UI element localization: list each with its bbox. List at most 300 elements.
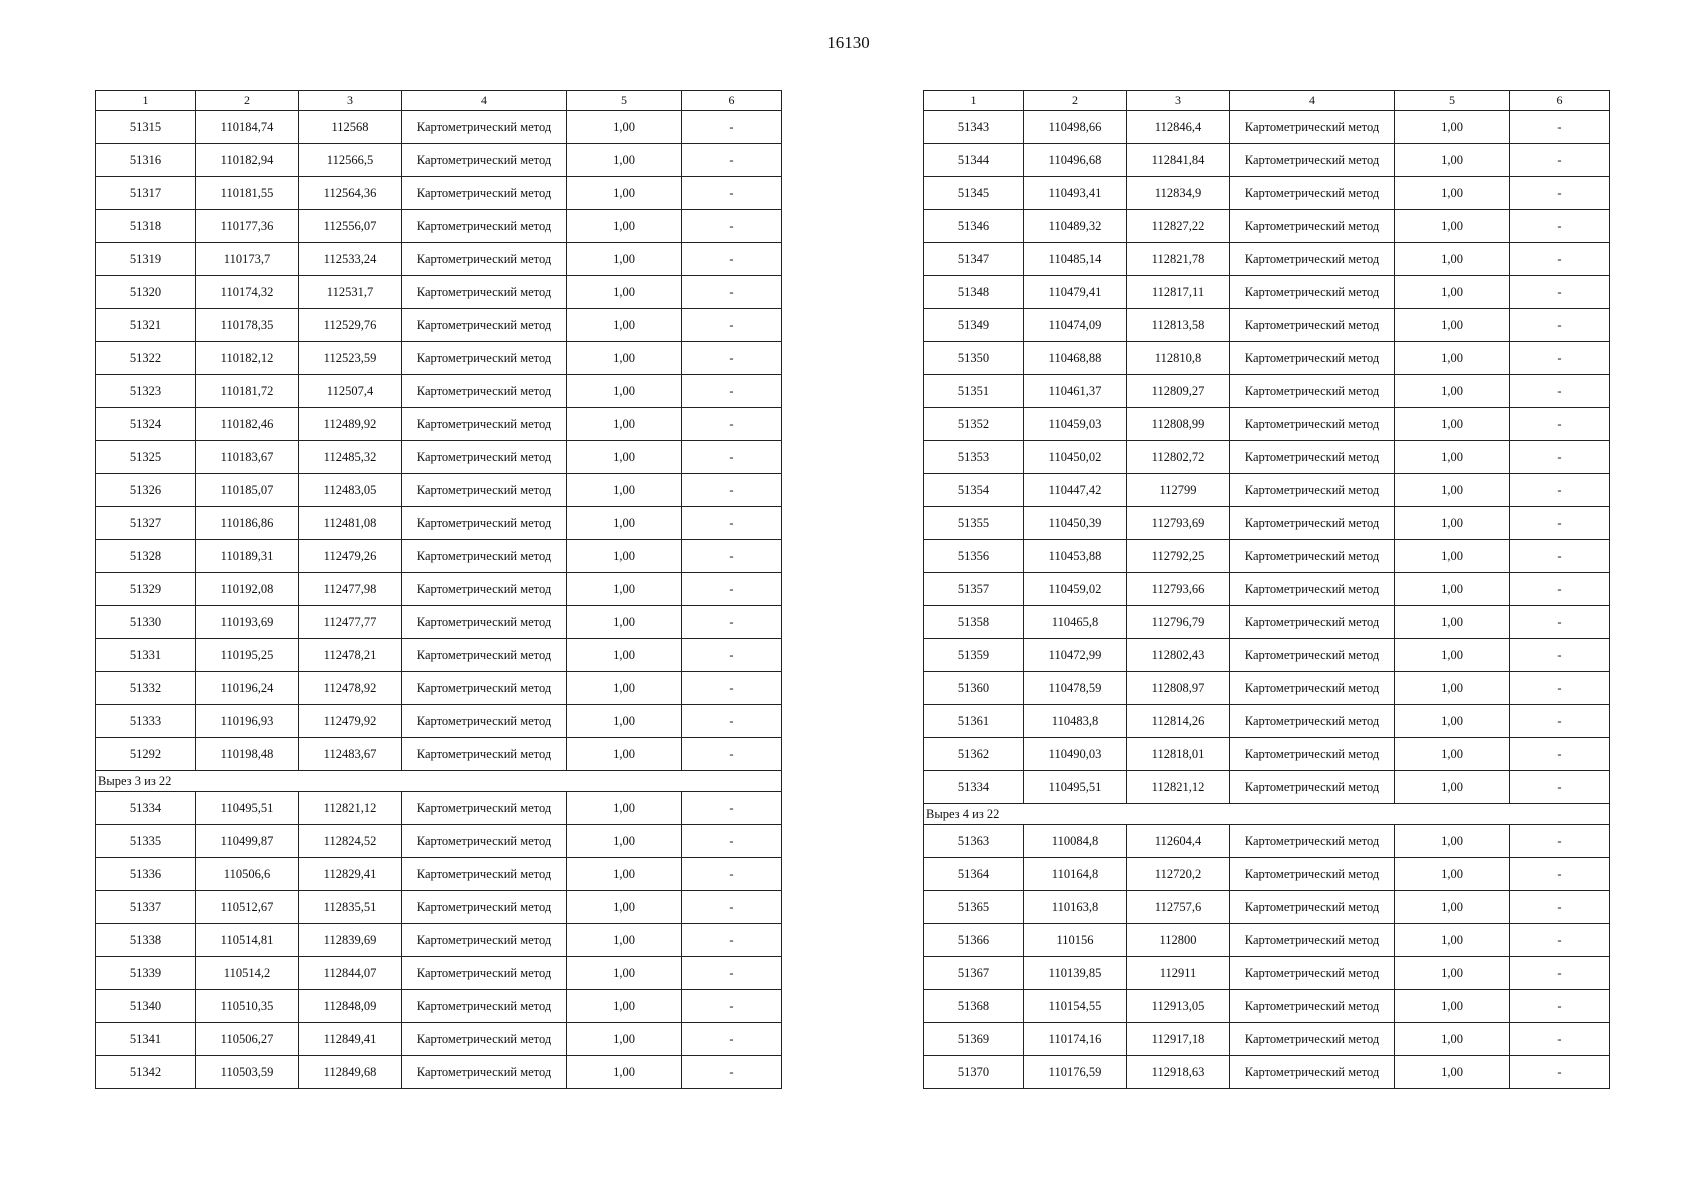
table-cell: Картометрический метод — [1230, 540, 1395, 573]
table-cell: 51317 — [96, 177, 196, 210]
table-cell: - — [682, 309, 782, 342]
table-cell: 1,00 — [1395, 858, 1510, 891]
table-cell: 51343 — [924, 111, 1024, 144]
table-cell: - — [682, 441, 782, 474]
table-row — [96, 891, 782, 924]
table-cell: - — [1510, 243, 1610, 276]
table-row — [924, 342, 1610, 375]
table-row — [924, 990, 1610, 1023]
table-cell: 1,00 — [1395, 924, 1510, 957]
table-cell: - — [1510, 474, 1610, 507]
table-cell: Картометрический метод — [402, 210, 567, 243]
table-cell: 1,00 — [1395, 705, 1510, 738]
table-cell: Картометрический метод — [1230, 924, 1395, 957]
table-cell: 51370 — [924, 1056, 1024, 1089]
table-cell: - — [682, 639, 782, 672]
table-cell: - — [1510, 210, 1610, 243]
table-cell: Картометрический метод — [1230, 210, 1395, 243]
table-cell: Картометрический метод — [1230, 111, 1395, 144]
table-cell: 112481,08 — [299, 507, 402, 540]
table-cell: 112507,4 — [299, 375, 402, 408]
table-cell: Картометрический метод — [1230, 891, 1395, 924]
table-cell: - — [682, 342, 782, 375]
section-row — [96, 771, 782, 792]
table-cell: 112720,2 — [1127, 858, 1230, 891]
table-row — [924, 858, 1610, 891]
table-cell: Картометрический метод — [402, 540, 567, 573]
column-header: 5 — [1395, 91, 1510, 111]
table-cell: 1,00 — [1395, 891, 1510, 924]
table-cell: Картометрический метод — [1230, 1056, 1395, 1089]
table-row — [96, 672, 782, 705]
table-cell: 51347 — [924, 243, 1024, 276]
table-row — [96, 276, 782, 309]
table-cell: Картометрический метод — [402, 891, 567, 924]
table-cell: 110474,09 — [1024, 309, 1127, 342]
table-cell: 112478,92 — [299, 672, 402, 705]
table-cell: 112808,99 — [1127, 408, 1230, 441]
table-row — [924, 210, 1610, 243]
table-row — [924, 705, 1610, 738]
table-cell: Картометрический метод — [1230, 858, 1395, 891]
table-cell: 1,00 — [1395, 441, 1510, 474]
table-cell: - — [682, 825, 782, 858]
table-cell: Картометрический метод — [402, 825, 567, 858]
table-row — [924, 1023, 1610, 1056]
table-row — [96, 441, 782, 474]
table-row — [96, 144, 782, 177]
table-row — [96, 408, 782, 441]
table-cell: 110447,42 — [1024, 474, 1127, 507]
table-cell: 1,00 — [567, 210, 682, 243]
table-cell: - — [682, 957, 782, 990]
header-row — [96, 91, 782, 111]
table-cell: 110189,31 — [196, 540, 299, 573]
table-cell: Картометрический метод — [1230, 507, 1395, 540]
table-cell: 112757,6 — [1127, 891, 1230, 924]
column-header: 2 — [1024, 91, 1127, 111]
table-row — [96, 1023, 782, 1056]
table-row — [96, 111, 782, 144]
table-cell: 1,00 — [567, 792, 682, 825]
table-cell: 1,00 — [1395, 342, 1510, 375]
table-cell: - — [682, 177, 782, 210]
table-cell: 110503,59 — [196, 1056, 299, 1089]
table-cell: 51332 — [96, 672, 196, 705]
table-cell: 110479,41 — [1024, 276, 1127, 309]
table-cell: 51342 — [96, 1056, 196, 1089]
table-cell: 112477,98 — [299, 573, 402, 606]
table-row — [924, 606, 1610, 639]
table-cell: - — [1510, 1056, 1610, 1089]
table-cell: 1,00 — [1395, 276, 1510, 309]
table-cell: - — [682, 924, 782, 957]
table-cell: 112846,4 — [1127, 111, 1230, 144]
table-cell: 1,00 — [1395, 474, 1510, 507]
table-row — [924, 825, 1610, 858]
table-cell: 110450,39 — [1024, 507, 1127, 540]
table-row — [96, 375, 782, 408]
table-cell: 112489,92 — [299, 408, 402, 441]
table-cell: Картометрический метод — [402, 342, 567, 375]
table-cell: 51336 — [96, 858, 196, 891]
table-cell: 112533,24 — [299, 243, 402, 276]
table-row — [96, 243, 782, 276]
section-label: Вырез 4 из 22 — [924, 804, 1610, 825]
table-cell: 51337 — [96, 891, 196, 924]
table-cell: 112813,58 — [1127, 309, 1230, 342]
table-cell: - — [1510, 1023, 1610, 1056]
table-cell: 51368 — [924, 990, 1024, 1023]
table-cell: Картометрический метод — [1230, 1023, 1395, 1056]
table-cell: 110196,24 — [196, 672, 299, 705]
table-cell: 1,00 — [1395, 210, 1510, 243]
table-cell: 51354 — [924, 474, 1024, 507]
table-cell: 112834,9 — [1127, 177, 1230, 210]
table-cell: 112479,26 — [299, 540, 402, 573]
table-cell: 51318 — [96, 210, 196, 243]
table-cell: - — [682, 858, 782, 891]
table-cell: 1,00 — [1395, 771, 1510, 804]
table-cell: Картометрический метод — [1230, 990, 1395, 1023]
table-cell: 112802,43 — [1127, 639, 1230, 672]
table-row — [924, 738, 1610, 771]
table-cell: 112917,18 — [1127, 1023, 1230, 1056]
table-row — [924, 309, 1610, 342]
table-cell: 112911 — [1127, 957, 1230, 990]
table-cell: 112814,26 — [1127, 705, 1230, 738]
table-cell: Картометрический метод — [1230, 573, 1395, 606]
table-row — [924, 891, 1610, 924]
table-cell: Картометрический метод — [402, 474, 567, 507]
table-cell: 51345 — [924, 177, 1024, 210]
table-cell: 112918,63 — [1127, 1056, 1230, 1089]
table-cell: 110181,72 — [196, 375, 299, 408]
table-cell: 110178,35 — [196, 309, 299, 342]
table-row — [96, 1056, 782, 1089]
table-row — [96, 177, 782, 210]
table-cell: 110468,88 — [1024, 342, 1127, 375]
table-cell: Картометрический метод — [1230, 309, 1395, 342]
table-cell: - — [682, 276, 782, 309]
table-cell: 51329 — [96, 573, 196, 606]
table-cell: Картометрический метод — [1230, 957, 1395, 990]
table-cell: - — [682, 573, 782, 606]
column-header: 5 — [567, 91, 682, 111]
table-cell: 1,00 — [567, 957, 682, 990]
table-cell: - — [682, 540, 782, 573]
table-cell: Картометрический метод — [402, 858, 567, 891]
table-cell: 1,00 — [567, 309, 682, 342]
table-cell: 1,00 — [1395, 177, 1510, 210]
table-cell: 112485,32 — [299, 441, 402, 474]
table-cell: 1,00 — [1395, 540, 1510, 573]
table-cell: - — [682, 990, 782, 1023]
table-cell: 112817,11 — [1127, 276, 1230, 309]
table-cell: 110182,12 — [196, 342, 299, 375]
table-cell: 51349 — [924, 309, 1024, 342]
table-cell: - — [1510, 111, 1610, 144]
table-cell: 51321 — [96, 309, 196, 342]
section-row — [924, 804, 1610, 825]
table-cell: 112477,77 — [299, 606, 402, 639]
table-cell: Картометрический метод — [1230, 441, 1395, 474]
table-cell: 110506,27 — [196, 1023, 299, 1056]
table-cell: - — [1510, 309, 1610, 342]
table-cell: - — [682, 144, 782, 177]
table-cell: 1,00 — [567, 375, 682, 408]
table-cell: Картометрический метод — [1230, 672, 1395, 705]
table-row — [924, 924, 1610, 957]
table-row — [96, 606, 782, 639]
table-cell: Картометрический метод — [402, 738, 567, 771]
table-cell: - — [682, 891, 782, 924]
table-cell: 51341 — [96, 1023, 196, 1056]
table-row — [96, 573, 782, 606]
table-cell: 110459,03 — [1024, 408, 1127, 441]
table-cell: 51358 — [924, 606, 1024, 639]
table-cell: 1,00 — [1395, 507, 1510, 540]
table-cell: 110490,03 — [1024, 738, 1127, 771]
table-cell: 112821,12 — [1127, 771, 1230, 804]
column-header: 4 — [402, 91, 567, 111]
column-header: 6 — [682, 91, 782, 111]
table-cell: 1,00 — [1395, 111, 1510, 144]
table-cell: Картометрический метод — [402, 792, 567, 825]
column-header: 2 — [196, 91, 299, 111]
table-cell: 1,00 — [1395, 957, 1510, 990]
table-cell: 51344 — [924, 144, 1024, 177]
table-cell: Картометрический метод — [402, 606, 567, 639]
table-cell: 112483,67 — [299, 738, 402, 771]
table-row — [96, 639, 782, 672]
table-cell: 51326 — [96, 474, 196, 507]
table-cell: 1,00 — [567, 1056, 682, 1089]
table-cell: 1,00 — [567, 825, 682, 858]
table-cell: 51340 — [96, 990, 196, 1023]
table-cell: 110193,69 — [196, 606, 299, 639]
table-cell: 51315 — [96, 111, 196, 144]
table-row — [96, 507, 782, 540]
table-cell: 110495,51 — [196, 792, 299, 825]
table-cell: 110084,8 — [1024, 825, 1127, 858]
table-cell: 51346 — [924, 210, 1024, 243]
table-cell: 110173,7 — [196, 243, 299, 276]
table-cell: Картометрический метод — [402, 441, 567, 474]
table-cell: 110512,67 — [196, 891, 299, 924]
table-cell: Картометрический метод — [402, 1023, 567, 1056]
table-cell: 1,00 — [567, 144, 682, 177]
table-cell: 1,00 — [567, 1023, 682, 1056]
column-header: 1 — [96, 91, 196, 111]
table-cell: 112799 — [1127, 474, 1230, 507]
table-cell: Картометрический метод — [1230, 243, 1395, 276]
table-cell: 110195,25 — [196, 639, 299, 672]
table-cell: 1,00 — [567, 507, 682, 540]
table-cell: 1,00 — [1395, 639, 1510, 672]
table-cell: 112796,79 — [1127, 606, 1230, 639]
table-cell: 51325 — [96, 441, 196, 474]
table-cell: 1,00 — [1395, 408, 1510, 441]
table-cell: 51334 — [96, 792, 196, 825]
table-cell: 1,00 — [1395, 309, 1510, 342]
table-cell: 51353 — [924, 441, 1024, 474]
table-cell: 110186,86 — [196, 507, 299, 540]
table-cell: 110183,67 — [196, 441, 299, 474]
table-cell: - — [1510, 672, 1610, 705]
table-cell: 1,00 — [1395, 606, 1510, 639]
table-row — [96, 309, 782, 342]
table-cell: - — [682, 705, 782, 738]
table-cell: 110163,8 — [1024, 891, 1127, 924]
table-cell: - — [1510, 573, 1610, 606]
table-cell: - — [1510, 177, 1610, 210]
table-cell: 112808,97 — [1127, 672, 1230, 705]
table-cell: 112844,07 — [299, 957, 402, 990]
column-header: 3 — [299, 91, 402, 111]
table-cell: 1,00 — [1395, 573, 1510, 606]
table-row — [924, 243, 1610, 276]
table-row — [96, 957, 782, 990]
table-cell: 112841,84 — [1127, 144, 1230, 177]
table-cell: 1,00 — [567, 243, 682, 276]
table-row — [924, 408, 1610, 441]
table-row — [924, 144, 1610, 177]
table-cell: 51319 — [96, 243, 196, 276]
table-cell: 51362 — [924, 738, 1024, 771]
table-cell: 112913,05 — [1127, 990, 1230, 1023]
table-cell: Картометрический метод — [1230, 144, 1395, 177]
table-cell: - — [1510, 540, 1610, 573]
table-cell: 51361 — [924, 705, 1024, 738]
table-cell: 112829,41 — [299, 858, 402, 891]
table-cell: 1,00 — [1395, 990, 1510, 1023]
table-cell: 1,00 — [567, 342, 682, 375]
table-cell: Картометрический метод — [1230, 474, 1395, 507]
table-cell: 1,00 — [567, 573, 682, 606]
table-cell: 112839,69 — [299, 924, 402, 957]
table-cell: Картометрический метод — [402, 705, 567, 738]
table-row — [96, 705, 782, 738]
table-cell: 112818,01 — [1127, 738, 1230, 771]
table-cell: 51338 — [96, 924, 196, 957]
table-row — [924, 474, 1610, 507]
table-cell: 51365 — [924, 891, 1024, 924]
table-cell: 51367 — [924, 957, 1024, 990]
table-cell: - — [682, 1023, 782, 1056]
table-cell: Картометрический метод — [402, 507, 567, 540]
table-cell: 110176,59 — [1024, 1056, 1127, 1089]
table-cell: 112523,59 — [299, 342, 402, 375]
table-cell: Картометрический метод — [402, 639, 567, 672]
table-cell: Картометрический метод — [402, 177, 567, 210]
table-cell: Картометрический метод — [1230, 771, 1395, 804]
table-cell: - — [682, 606, 782, 639]
table-row — [96, 474, 782, 507]
table-cell: 1,00 — [1395, 738, 1510, 771]
table-cell: Картометрический метод — [1230, 375, 1395, 408]
table-cell: 110514,2 — [196, 957, 299, 990]
table-cell: 112824,52 — [299, 825, 402, 858]
table-cell: 51357 — [924, 573, 1024, 606]
table-cell: 1,00 — [567, 441, 682, 474]
table-row — [924, 540, 1610, 573]
table-cell: - — [1510, 375, 1610, 408]
table-cell: 1,00 — [1395, 672, 1510, 705]
table-cell: 110465,8 — [1024, 606, 1127, 639]
table-cell: 51351 — [924, 375, 1024, 408]
table-cell: 1,00 — [1395, 243, 1510, 276]
table-cell: 112848,09 — [299, 990, 402, 1023]
table-cell: 51330 — [96, 606, 196, 639]
table-cell: Картометрический метод — [1230, 276, 1395, 309]
section-label: Вырез 3 из 22 — [96, 771, 782, 792]
table-cell: - — [682, 474, 782, 507]
table-cell: 1,00 — [567, 111, 682, 144]
table-cell: - — [682, 507, 782, 540]
table-cell: 51355 — [924, 507, 1024, 540]
table-cell: 51333 — [96, 705, 196, 738]
table-cell: 112810,8 — [1127, 342, 1230, 375]
table-cell: 110485,14 — [1024, 243, 1127, 276]
table-cell: - — [682, 111, 782, 144]
table-cell: 51316 — [96, 144, 196, 177]
table-cell: 51339 — [96, 957, 196, 990]
table-cell: 110184,74 — [196, 111, 299, 144]
table-row — [924, 441, 1610, 474]
table-cell: - — [1510, 924, 1610, 957]
table-cell: 51320 — [96, 276, 196, 309]
table-cell: Картометрический метод — [402, 111, 567, 144]
table-cell: Картометрический метод — [402, 144, 567, 177]
table-row — [924, 375, 1610, 408]
table-cell: 51328 — [96, 540, 196, 573]
table-cell: 110139,85 — [1024, 957, 1127, 990]
table-cell: 1,00 — [1395, 1023, 1510, 1056]
table-row — [924, 957, 1610, 990]
table-cell: 1,00 — [567, 540, 682, 573]
table-row — [924, 672, 1610, 705]
table-cell: 112604,4 — [1127, 825, 1230, 858]
table-cell: - — [1510, 858, 1610, 891]
table-cell: 1,00 — [567, 858, 682, 891]
column-header: 4 — [1230, 91, 1395, 111]
table-cell: Картометрический метод — [402, 309, 567, 342]
table-cell: Картометрический метод — [402, 573, 567, 606]
table-cell: 110461,37 — [1024, 375, 1127, 408]
table-cell: 1,00 — [1395, 1056, 1510, 1089]
table-cell: 1,00 — [567, 990, 682, 1023]
table-cell: 110493,41 — [1024, 177, 1127, 210]
table-cell: 51323 — [96, 375, 196, 408]
table-cell: Картометрический метод — [1230, 408, 1395, 441]
table-cell: 110506,6 — [196, 858, 299, 891]
table-cell: - — [1510, 342, 1610, 375]
table-cell: 110177,36 — [196, 210, 299, 243]
table-cell: 112531,7 — [299, 276, 402, 309]
table-cell: 110196,93 — [196, 705, 299, 738]
table-row — [96, 540, 782, 573]
column-header: 3 — [1127, 91, 1230, 111]
table-cell: 110154,55 — [1024, 990, 1127, 1023]
table-cell: 1,00 — [567, 177, 682, 210]
table-row — [924, 177, 1610, 210]
table-cell: 110192,08 — [196, 573, 299, 606]
table-cell: 112821,12 — [299, 792, 402, 825]
table-cell: 110496,68 — [1024, 144, 1127, 177]
table-cell: - — [682, 210, 782, 243]
table-row — [96, 990, 782, 1023]
